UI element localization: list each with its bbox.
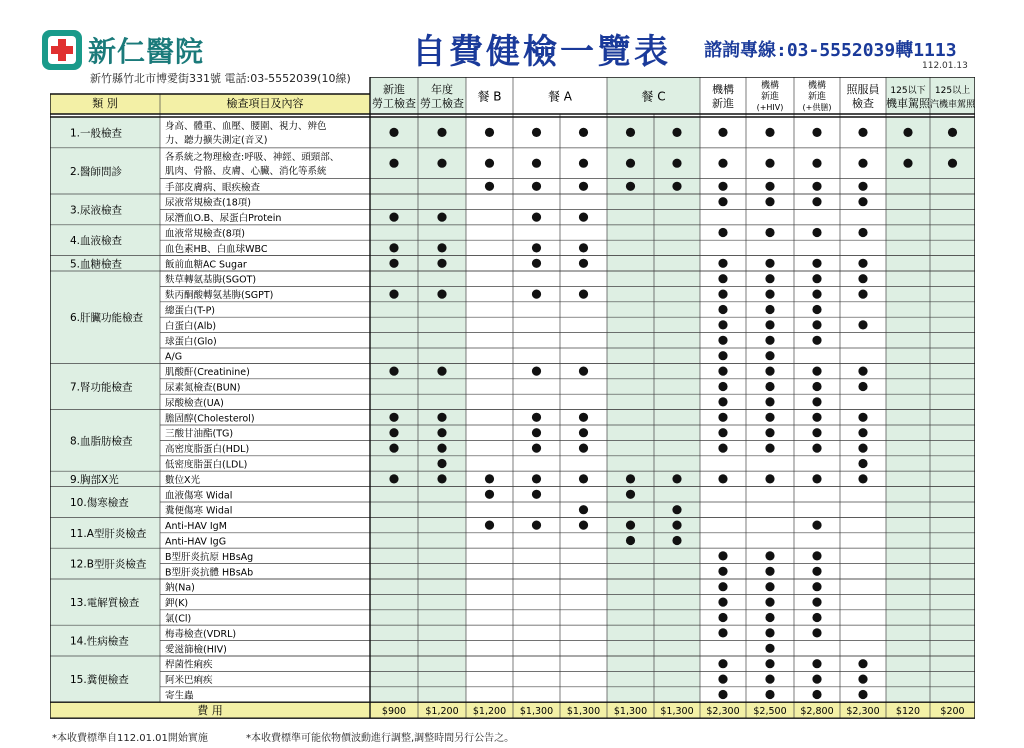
check-dot — [718, 675, 727, 684]
check-dot — [485, 474, 494, 483]
item-text: 數位X光 — [165, 474, 201, 486]
check-dot — [765, 305, 774, 314]
column-header-5: 新進 — [712, 97, 734, 110]
check-dot — [532, 367, 541, 376]
check-dot — [858, 259, 867, 268]
check-dot — [718, 690, 727, 699]
check-dot — [858, 459, 867, 468]
category-label: 2.醫師問診 — [70, 165, 123, 178]
category-label: 4.血液檢查 — [70, 235, 123, 248]
check-dot — [858, 659, 867, 668]
check-dot — [812, 598, 821, 607]
check-dot — [718, 582, 727, 591]
check-dot — [812, 551, 821, 560]
hotline: 諮詢專線:03-5552039轉1113 — [704, 40, 957, 61]
fee-value: $1,200 — [425, 706, 459, 718]
check-dot — [858, 690, 867, 699]
check-dot — [765, 474, 774, 483]
check-dot — [765, 336, 774, 345]
column-header-8: 照服員 — [846, 83, 880, 96]
check-dot — [579, 428, 588, 437]
check-dot — [812, 613, 821, 622]
check-dot — [579, 213, 588, 222]
check-dot — [812, 228, 821, 237]
item-text: 高密度脂蛋白(HDL) — [165, 444, 250, 456]
fee-value: $1,300 — [566, 706, 601, 718]
check-dot — [485, 128, 494, 137]
check-dot — [858, 474, 867, 483]
check-dot — [765, 628, 774, 637]
category-label: 13.電解質檢查 — [70, 597, 140, 610]
check-dot — [858, 228, 867, 237]
check-dot — [718, 567, 727, 576]
column-header-7: 機構 — [807, 81, 827, 91]
check-dot — [626, 536, 635, 545]
category-label: 8.血脂肪檢查 — [70, 435, 133, 448]
item-text: 阿米巴痢疾 — [165, 675, 213, 687]
column-header-6: 機構 — [760, 81, 780, 91]
check-dot — [903, 159, 912, 168]
check-dot — [437, 259, 446, 268]
check-dot — [579, 159, 588, 168]
check-dot — [718, 336, 727, 345]
item-text: 尿素氮檢查(BUN) — [165, 382, 241, 394]
check-dot — [389, 428, 398, 437]
check-dot — [532, 182, 541, 191]
check-dot — [812, 382, 821, 391]
check-dot — [858, 197, 867, 206]
check-dot — [765, 197, 774, 206]
check-dot — [765, 320, 774, 329]
check-dot — [718, 551, 727, 560]
check-dot — [579, 182, 588, 191]
column-header-1: 年度 — [431, 83, 453, 96]
check-dot — [626, 474, 635, 483]
footer-note-2: *本收費標準可能依物價波動進行調整,調整時間另行公告之。 — [246, 733, 515, 744]
item-text: 糞便傷寒 Widal — [165, 505, 233, 517]
item-text: 三酸甘油酯(TG) — [165, 428, 234, 440]
category-label: 15.糞便檢查 — [70, 674, 129, 687]
check-dot — [812, 182, 821, 191]
check-dot — [718, 228, 727, 237]
column-header-7: 新進 — [807, 92, 827, 102]
column-header-9: 125以下 — [890, 86, 926, 96]
item-text: 鉀(K) — [165, 598, 189, 610]
column-header-9: 機車駕照 — [886, 97, 930, 110]
fee-value: $2,300 — [846, 706, 880, 718]
check-dot — [718, 320, 727, 329]
check-dot — [812, 274, 821, 283]
item-text: Anti-HAV IgG — [165, 536, 227, 548]
column-header-3: 餐 A — [547, 89, 573, 104]
column-header-5: 機構 — [712, 83, 734, 96]
check-dot — [812, 259, 821, 268]
check-dot — [485, 182, 494, 191]
category-label: 6.肝臟功能檢查 — [70, 312, 144, 325]
column-header-0: 新進 — [383, 83, 405, 96]
item-text: 力、聽力擴失測定(音叉) — [165, 135, 268, 146]
check-dot — [812, 320, 821, 329]
check-dot — [579, 444, 588, 453]
check-dot — [672, 474, 681, 483]
item-text: 梅毒檢查(VDRL) — [165, 628, 237, 640]
check-dot — [765, 397, 774, 406]
check-dot — [948, 128, 957, 137]
check-dot — [765, 159, 774, 168]
check-dot — [389, 159, 398, 168]
check-dot — [532, 521, 541, 530]
check-dot — [718, 128, 727, 137]
check-dot — [812, 690, 821, 699]
check-dot — [579, 521, 588, 530]
check-dot — [765, 228, 774, 237]
item-text: 總蛋白(T-P) — [165, 305, 216, 317]
check-dot — [485, 159, 494, 168]
column-header-2: 餐 B — [477, 89, 502, 104]
check-dot — [765, 182, 774, 191]
column-header-6: (+HIV) — [756, 103, 784, 112]
check-dot — [437, 128, 446, 137]
check-dot — [579, 367, 588, 376]
check-dot — [765, 567, 774, 576]
column-header-10: 汽機車駕照 — [929, 100, 975, 110]
check-dot — [812, 197, 821, 206]
check-dot — [672, 521, 681, 530]
check-dot — [437, 367, 446, 376]
category-label: 5.血糖檢查 — [70, 258, 123, 271]
item-text: 桿菌性痢疾 — [165, 659, 213, 671]
category-label: 14.性病檢查 — [70, 635, 129, 648]
check-dot — [626, 490, 635, 499]
check-dot — [579, 505, 588, 514]
fee-value: $1,300 — [519, 706, 554, 718]
check-dot — [765, 290, 774, 299]
item-text: 尿酸檢查(UA) — [165, 397, 224, 409]
check-dot — [532, 159, 541, 168]
item-text: 手部皮膚病、眼疾檢查 — [165, 182, 261, 194]
check-dot — [389, 243, 398, 252]
check-dot — [718, 444, 727, 453]
item-text: 麩丙酮酸轉氨基脢(SGPT) — [165, 290, 274, 302]
check-dot — [437, 243, 446, 252]
fee-value: $1,300 — [613, 706, 648, 718]
check-dot — [765, 613, 774, 622]
fee-value: $900 — [381, 706, 407, 718]
check-dot — [765, 428, 774, 437]
check-dot — [437, 213, 446, 222]
check-dot — [812, 305, 821, 314]
check-dot — [718, 413, 727, 422]
check-dot — [718, 197, 727, 206]
check-dot — [858, 367, 867, 376]
column-header-1: 勞工檢查 — [420, 97, 464, 110]
check-dot — [485, 521, 494, 530]
check-dot — [718, 367, 727, 376]
check-dot — [579, 413, 588, 422]
check-dot — [579, 290, 588, 299]
date: 112.01.13 — [922, 61, 968, 71]
check-dot — [765, 659, 774, 668]
item-text: 鈉(Na) — [165, 582, 195, 594]
check-dot — [389, 128, 398, 137]
check-dot — [437, 428, 446, 437]
check-dot — [812, 582, 821, 591]
column-header-7: (+供膳) — [802, 103, 832, 112]
item-text: 肌肉、骨骼、皮膚、心臟、消化等系統 — [165, 165, 327, 177]
check-dot — [389, 413, 398, 422]
item-text: 白蛋白(Alb) — [165, 320, 217, 332]
check-dot — [437, 444, 446, 453]
check-dot — [718, 305, 727, 314]
check-dot — [389, 367, 398, 376]
check-dot — [718, 397, 727, 406]
check-dot — [718, 351, 727, 360]
item-text: 尿潛血O.B、尿蛋白Protein — [165, 213, 282, 225]
check-dot — [718, 382, 727, 391]
check-dot — [765, 351, 774, 360]
check-dot — [532, 490, 541, 499]
check-dot — [858, 182, 867, 191]
check-dot — [718, 598, 727, 607]
check-dot — [718, 274, 727, 283]
check-dot — [948, 159, 957, 168]
item-text: 麩草轉氨基脢(SGOT) — [165, 274, 257, 286]
price-table — [50, 77, 975, 721]
item-text: Anti-HAV IgM — [165, 521, 227, 533]
fee-value: $2,300 — [706, 706, 740, 718]
item-text: 球蛋白(Glo) — [165, 336, 217, 348]
category-label: 9.胸部X光 — [70, 473, 119, 486]
column-header-8: 檢查 — [852, 97, 874, 110]
check-dot — [812, 567, 821, 576]
check-dot — [812, 628, 821, 637]
address: 新竹縣竹北市博愛街331號 電話:03-5552039(10線) — [90, 72, 351, 85]
check-dot — [812, 444, 821, 453]
check-dot — [718, 628, 727, 637]
check-dot — [812, 290, 821, 299]
column-header-10: 125以上 — [934, 86, 971, 96]
check-dot — [437, 413, 446, 422]
item-text: 飯前血糖AC Sugar — [165, 259, 247, 271]
check-dot — [532, 259, 541, 268]
check-dot — [389, 290, 398, 299]
item-text: B型肝炎抗體 HBsAb — [165, 567, 254, 579]
check-dot — [765, 382, 774, 391]
check-dot — [812, 413, 821, 422]
check-dot — [672, 128, 681, 137]
category-label: 11.A型肝炎檢查 — [70, 527, 147, 540]
check-dot — [858, 428, 867, 437]
check-dot — [579, 243, 588, 252]
item-text: 血液傷寒 Widal — [165, 490, 233, 502]
item-text: 各系統之物理檢查:呼吸、神經、頭頸部、 — [165, 151, 340, 163]
check-dot — [858, 444, 867, 453]
page-title: 自費健檢一覽表 — [412, 32, 671, 72]
category-label: 3.尿液檢查 — [70, 204, 123, 217]
check-dot — [812, 397, 821, 406]
check-dot — [532, 243, 541, 252]
check-dot — [532, 474, 541, 483]
check-dot — [485, 490, 494, 499]
check-dot — [718, 259, 727, 268]
check-dot — [858, 159, 867, 168]
item-text: 膽固醇(Cholesterol) — [165, 413, 255, 425]
check-dot — [858, 290, 867, 299]
check-dot — [718, 428, 727, 437]
check-dot — [765, 582, 774, 591]
check-dot — [812, 521, 821, 530]
item-text: 低密度脂蛋白(LDL) — [165, 459, 248, 471]
check-dot — [718, 182, 727, 191]
item-text: 氯(Cl) — [165, 613, 192, 625]
check-dot — [812, 128, 821, 137]
check-dot — [437, 290, 446, 299]
check-dot — [858, 675, 867, 684]
check-dot — [532, 444, 541, 453]
category-header: 類 別 — [92, 97, 118, 110]
check-dot — [389, 474, 398, 483]
check-dot — [532, 128, 541, 137]
item-text: 血色素HB、白血球WBC — [165, 243, 268, 255]
check-dot — [437, 474, 446, 483]
check-dot — [765, 690, 774, 699]
fee-value: $120 — [895, 706, 921, 718]
check-dot — [532, 290, 541, 299]
check-dot — [765, 598, 774, 607]
item-text: 身高、體重、血壓、腰圍、視力、辨色 — [165, 121, 327, 132]
column-header-4: 餐 C — [641, 89, 666, 104]
fee-value: $2,800 — [800, 706, 834, 718]
fee-label: 費 用 — [197, 704, 223, 718]
check-dot — [579, 128, 588, 137]
item-text: A/G — [165, 351, 183, 363]
check-dot — [765, 413, 774, 422]
item-text: 尿液常規檢查(18項) — [165, 197, 252, 209]
item-header: 檢查項目及內容 — [226, 97, 304, 110]
check-dot — [437, 159, 446, 168]
check-dot — [718, 290, 727, 299]
check-dot — [532, 213, 541, 222]
check-dot — [765, 551, 774, 560]
item-text: 愛滋篩檢(HIV) — [165, 644, 227, 656]
check-dot — [765, 128, 774, 137]
item-text: 血液常規檢查(8項) — [165, 228, 245, 240]
check-dot — [718, 474, 727, 483]
check-dot — [858, 320, 867, 329]
check-dot — [903, 128, 912, 137]
check-dot — [626, 159, 635, 168]
footer-note-1: *本收費標準自112.01.01開始實施 — [52, 733, 208, 744]
check-dot — [812, 474, 821, 483]
check-dot — [858, 382, 867, 391]
check-dot — [858, 413, 867, 422]
check-dot — [672, 536, 681, 545]
check-dot — [765, 444, 774, 453]
item-text: 肌酸酐(Creatinine) — [165, 367, 250, 379]
category-label: 10.傷寒檢查 — [70, 497, 129, 509]
item-text: B型肝炎抗原 HBsAg — [165, 551, 254, 563]
check-dot — [812, 675, 821, 684]
check-dot — [765, 675, 774, 684]
fee-value: $1,200 — [472, 706, 507, 718]
check-dot — [812, 428, 821, 437]
check-dot — [579, 259, 588, 268]
check-dot — [858, 274, 867, 283]
check-dot — [718, 613, 727, 622]
check-dot — [765, 644, 774, 653]
check-dot — [765, 274, 774, 283]
check-dot — [812, 659, 821, 668]
check-dot — [389, 259, 398, 268]
check-dot — [812, 159, 821, 168]
check-dot — [765, 367, 774, 376]
check-dot — [858, 128, 867, 137]
check-dot — [672, 159, 681, 168]
item-text: 寄生蟲 — [165, 690, 194, 702]
fee-value: $1,300 — [660, 706, 694, 718]
column-header-6: 新進 — [760, 92, 780, 102]
check-dot — [672, 505, 681, 514]
check-dot — [437, 459, 446, 468]
hospital-logo-icon — [42, 30, 82, 70]
check-dot — [718, 659, 727, 668]
column-header-0: 勞工檢查 — [372, 97, 416, 110]
category-label: 12.B型肝炎檢查 — [70, 558, 147, 571]
hospital-name: 新仁醫院 — [88, 35, 205, 68]
check-dot — [812, 336, 821, 345]
check-dot — [532, 428, 541, 437]
fee-value: $200 — [940, 706, 965, 718]
check-dot — [626, 182, 635, 191]
check-dot — [626, 128, 635, 137]
check-dot — [672, 182, 681, 191]
check-dot — [532, 413, 541, 422]
fee-value: $2,500 — [753, 706, 787, 718]
check-dot — [765, 259, 774, 268]
check-dot — [579, 474, 588, 483]
check-dot — [626, 521, 635, 530]
check-dot — [389, 213, 398, 222]
check-dot — [718, 159, 727, 168]
check-dot — [389, 444, 398, 453]
category-label: 1.一般檢查 — [70, 127, 123, 140]
category-label: 7.腎功能檢查 — [70, 381, 133, 394]
check-dot — [812, 367, 821, 376]
